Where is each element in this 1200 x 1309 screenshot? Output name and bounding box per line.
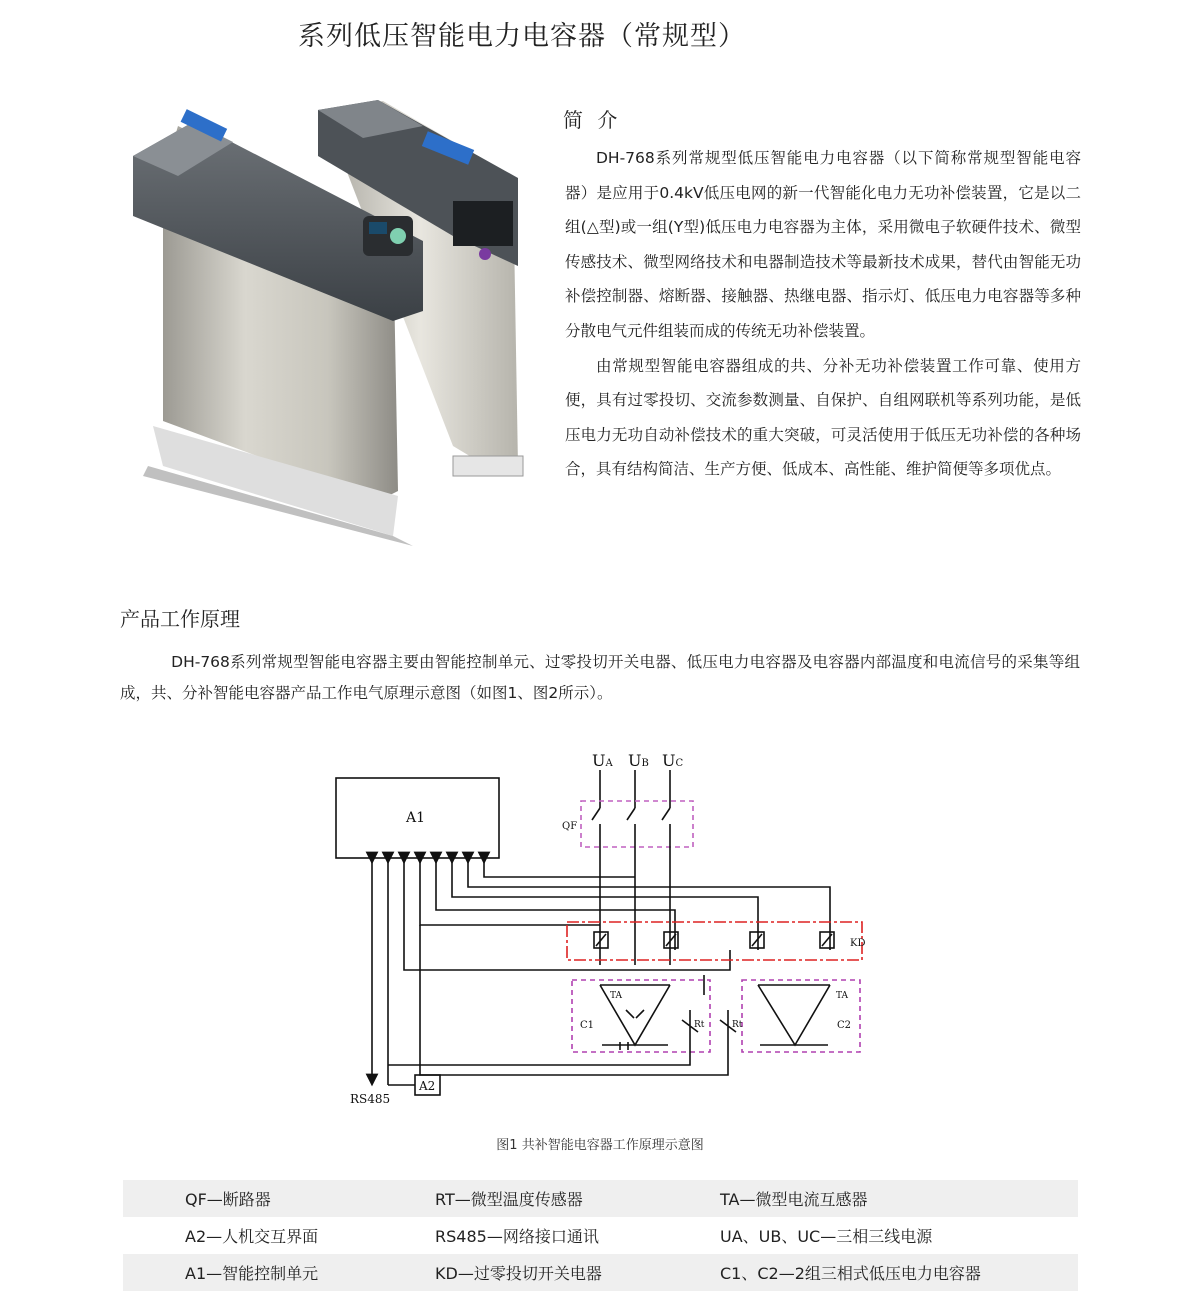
intro-text [565,141,1081,487]
diagram-caption: 图1 共补智能电容器工作原理示意图 [496,1138,704,1153]
circuit-diagram [330,740,870,1120]
c1-label: C1 [580,1020,595,1031]
legend-cell: QF—断路器 [185,1190,271,1209]
legend-cell: KD—过零投切开关电器 [435,1264,602,1283]
legend-cell: C1、C2—2组三相式低压电力电容器 [720,1264,981,1283]
principle-body: DH-768系列常规型智能电容器主要由智能控制单元、过零投切开关电器、低压电力电容器及电容器内部温度和电流信号的采集等组成，共、分补智能电容器产品工作电气原理示意图（如图1、图2所示）。 [120,653,1080,702]
a1-label: A1 [406,810,426,826]
legend-cell: RT—微型温度传感器 [435,1190,583,1209]
c1-rt-label: Rt [694,1020,705,1030]
ua-label: U [592,751,606,770]
legend-row [123,1180,1078,1217]
intro-paragraph-1: DH-768系列常规型低压智能电力电容器（以下简称常规型智能电容器）是应用于0.4kV低压电网的新一代智能化电力无功补偿装置，它是以二组(△型)或一组(Y型)低压电力电容器为主体，采用微电子软硬件技术、微型传感技术、微型网络技术和电器制造技术等最新技术成果，替代由智能无功补偿控制器、熔断器、接触器、热继电器、指示灯、低压电力电容器等多种分散电气元件组装而成的传统无功补偿装置。 [565,149,1081,340]
legend-table [123,1180,1078,1291]
ub-subscript: B [641,758,649,769]
ua-subscript: A [605,758,613,769]
legend-cell: A2—人机交互界面 [185,1227,319,1246]
c1-ta-label: TA [610,991,623,1001]
legend-cell: RS485—网络接口通讯 [435,1227,599,1246]
page-title: 系列低压智能电力电容器（常规型） [298,21,746,52]
product-photo [123,96,537,556]
c2-label: C2 [837,1020,852,1031]
qf-label: QF [562,821,578,832]
ub-label: U [628,751,642,770]
kd-switches [594,932,834,948]
legend-cell: TA—微型电流互感器 [720,1190,868,1209]
legend-cell: UA、UB、UC—三相三线电源 [720,1227,933,1246]
c2-rt-label: Rt [732,1020,743,1030]
principle-heading: 产品工作原理 [120,607,240,631]
legend-row [123,1254,1078,1291]
c2-ta-label: TA [836,991,849,1001]
svg-text:UA [592,751,613,770]
svg-text:UB [628,751,649,770]
uc-subscript: C [675,758,684,769]
legend-row [123,1217,1078,1254]
legend-cell: A1—智能控制单元 [185,1264,319,1283]
rs485-label: RS485 [350,1092,391,1106]
kd-label: KD [850,938,866,949]
qf-box [581,801,693,847]
phase-labels [592,751,683,770]
intro-heading: 简 介 [563,108,622,132]
a2-label: A2 [419,1079,436,1093]
intro-paragraph-2: 由常规型智能电容器组成的共、分补无功补偿装置工作可靠、使用方便，具有过零投切、交流参数测量、自保护、自组网联机等系列功能，是低压电力无功自动补偿技术的重大突破，可灵活使用于低压无功补偿的各种场合，具有结构简洁、生产方便、低成本、高性能、维护简便等多项优点。 [565,356,1081,479]
uc-label: U [662,751,676,770]
svg-text:UC [662,751,683,770]
kd-box [567,922,862,960]
